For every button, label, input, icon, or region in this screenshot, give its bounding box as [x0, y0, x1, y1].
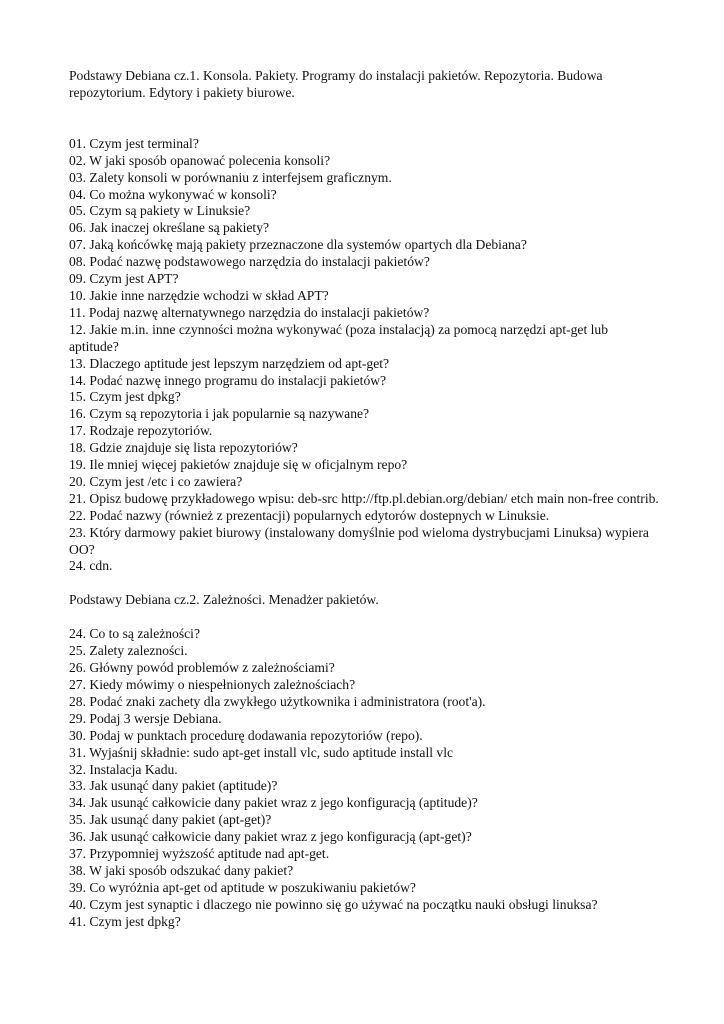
question-item: 02. W jaki sposób opanować polecenia konsoli? — [69, 152, 331, 168]
section2-title: Podstawy Debiana cz.2. Zależności. Menadżer pakietów. — [69, 592, 379, 608]
spacer — [69, 575, 659, 592]
question-item: 24. cdn. — [69, 558, 113, 574]
question-item: 17. Rodzaje repozytoriów. — [69, 423, 213, 439]
question-item: 22. Podać nazwy (również z prezentacji) popularnych edytorów dostepnych w Linuksie. — [69, 507, 550, 523]
question-item: 21. Opisz budowę przykładowego wpisu: deb-src http://ftp.pl.debian.org/debian/ etch main non-free contrib. — [69, 490, 659, 506]
section1-title: Podstawy Debiana cz.1. Konsola. Pakiety. Programy do instalacji pakietów. Repozytoria. Budowa repozytorium. Edytory i pakiety biurowe. — [69, 68, 603, 100]
question-item: 18. Gdzie znajduje się lista repozytoriów? — [69, 440, 298, 456]
question-item: 12. Jakie m.in. inne czynności można wykonywać (poza instalacją) za pomocą narzędzi apt-get lub aptitude? — [69, 321, 609, 354]
question-item: 30. Podaj w punktach procedurę dodawania repozytoriów (repo). — [69, 727, 423, 743]
question-item: 05. Czym są pakiety w Linuksie? — [69, 203, 251, 219]
question-item: 37. Przypomniej wyższość aptitude nad apt-get. — [69, 846, 330, 862]
question-item: 31. Wyjaśnij składnie: sudo apt-get install vlc, sudo aptitude install vlc — [69, 744, 454, 760]
question-item: 34. Jak usunąć całkowicie dany pakiet wraz z jego konfiguracją (aptitude)? — [69, 795, 478, 811]
question-item: 36. Jak usunąć całkowicie dany pakiet wraz z jego konfiguracją (apt-get)? — [69, 829, 472, 845]
question-item: 01. Czym jest terminal? — [69, 135, 199, 151]
question-item: 24. Co to są zależności? — [69, 626, 200, 642]
question-item: 32. Instalacja Kadu. — [69, 761, 178, 777]
question-item: 20. Czym jest /etc i co zawiera? — [69, 473, 243, 489]
question-item: 06. Jak inaczej określane są pakiety? — [69, 220, 270, 236]
question-item: 39. Co wyróżnia apt-get od aptitude w poszukiwaniu pakietów? — [69, 879, 416, 895]
question-item: 07. Jaką końcówkę mają pakiety przeznaczone dla systemów opartych dla Debiana? — [69, 237, 527, 253]
question-item: 41. Czym jest dpkg? — [69, 913, 181, 929]
spacer — [69, 102, 659, 136]
question-item: 27. Kiedy mówimy o niespełnionych zależnościach? — [69, 677, 356, 692]
question-item: 13. Dlaczego aptitude jest lepszym narzędziem od apt-get? — [69, 355, 390, 371]
question-item: 26. Główny powód problemów z zależnościami? — [69, 660, 335, 676]
question-item: 09. Czym jest APT? — [69, 271, 179, 287]
section1-question-list — [69, 136, 659, 576]
question-item: 33. Jak usunąć dany pakiet (aptitude)? — [69, 778, 278, 794]
question-item: 03. Zalety konsoli w porównaniu z interfejsem graficznym. — [69, 169, 392, 185]
question-item: 15. Czym jest dpkg? — [69, 389, 181, 405]
question-item: 38. W jaki sposób odszukać dany pakiet? — [69, 862, 294, 878]
question-item: 16. Czym są repozytoria i jak popularnie są nazywane? — [69, 406, 370, 422]
question-item: 19. Ile mniej więcej pakietów znajduje się w oficjalnym repo? — [69, 457, 408, 473]
question-item: 25. Zalety zalezności. — [69, 643, 188, 659]
section2-question-list — [69, 626, 659, 930]
question-item: 10. Jakie inne narzędzie wchodzi w skład APT? — [69, 287, 329, 303]
question-item: 08. Podać nazwę podstawowego narzędzia do instalacji pakietów? — [69, 254, 430, 270]
question-item: 04. Co można wykonywać w konsoli? — [69, 186, 277, 202]
question-item: 28. Podać znaki zachety dla zwykłego użytkownika i administratora (root'a). — [69, 693, 486, 709]
question-item: 14. Podać nazwę innego programu do instalacji pakietów? — [69, 372, 387, 388]
document-page — [69, 68, 659, 931]
question-item: 35. Jak usunąć dany pakiet (apt-get)? — [69, 812, 272, 828]
question-item: 23. Który darmowy pakiet biurowy (instalowany domyślnie pod wieloma dystrybucjami Linuksa) wypiera OO? — [69, 524, 649, 557]
question-item: 11. Podaj nazwę alternatywnego narzędzia do instalacji pakietów? — [69, 304, 430, 320]
spacer — [69, 609, 659, 626]
question-item: 40. Czym jest synaptic i dlaczego nie powinno się go używać na początku nauki obsługi linuksa? — [69, 896, 598, 912]
question-item: 29. Podaj 3 wersje Debiana. — [69, 710, 222, 726]
